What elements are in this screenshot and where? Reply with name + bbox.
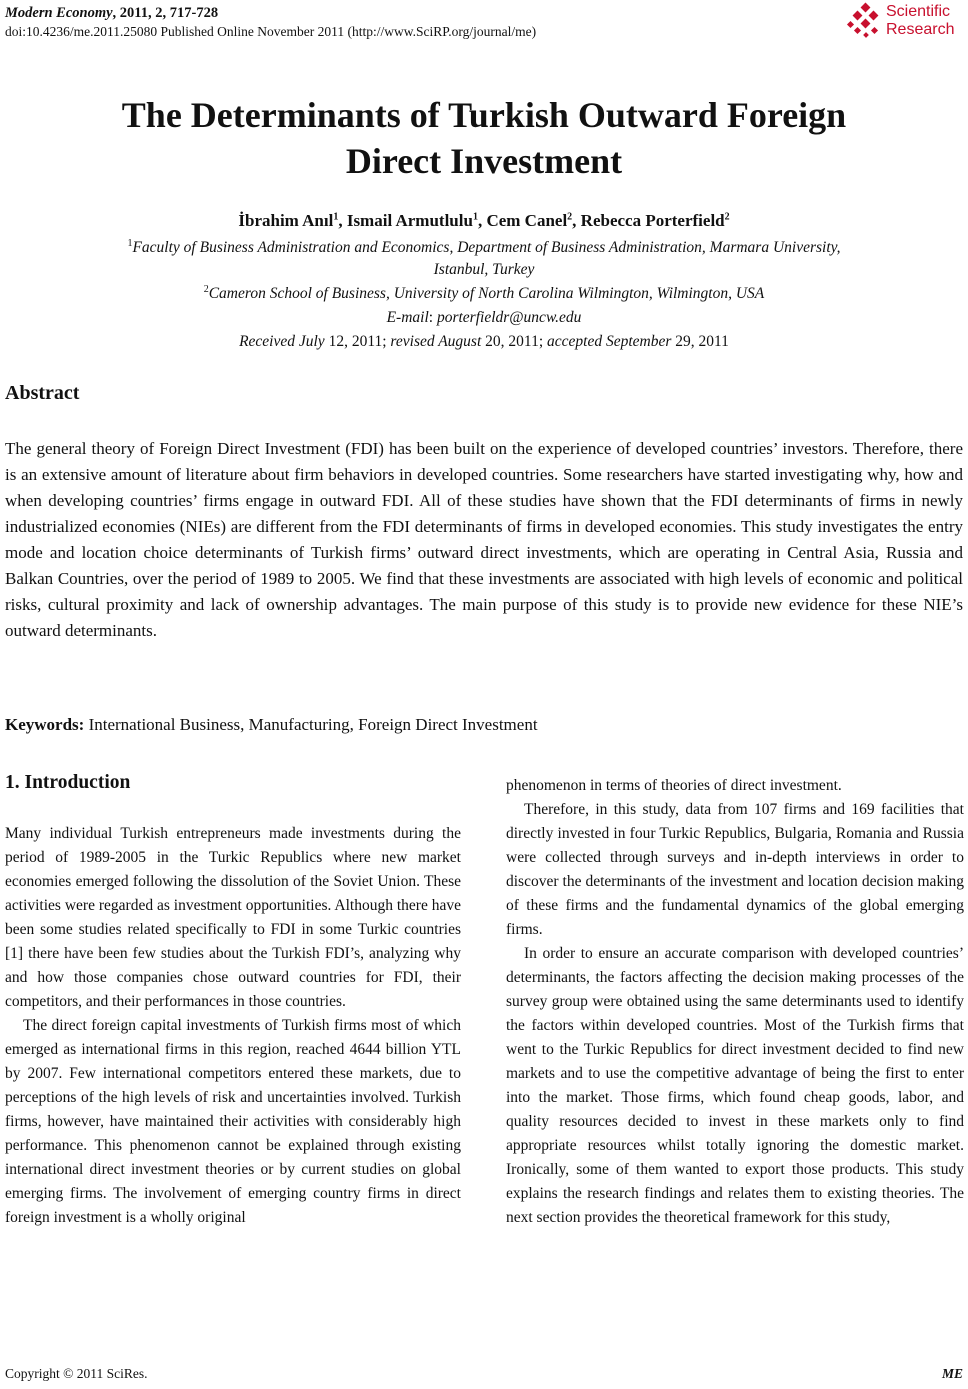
paper-title	[0, 92, 968, 184]
paragraph: The direct foreign capital investments of Turkish firms most of which emerged as international firms in this region, reached 4644 billion YTL by 2007. Few international competitors entered these markets, due to perceptions of the high levels of risk and uncertainties involved. Turkish firms, however, have maintained their activities with considerably high performance. This phenomenon cannot be explained through existing international direct investment theories or by current studies on global emerging firms. The involvement of emerging country firms in direct foreign investment is a wholly original	[5, 1017, 461, 1226]
section-heading-introduction: 1. Introduction	[5, 772, 131, 793]
dates-line: Received July 12, 2011; revised August 20, 2011; accepted September 29, 2011	[239, 333, 729, 350]
keywords-text: International Business, Manufacturing, Foreign Direct Investment	[84, 715, 538, 734]
left-column	[5, 822, 461, 1230]
affiliation-1: $^1$Faculty of Business Administration and Economics, Department of Business Administration, Marmara University,	[127, 237, 841, 256]
journal-volume: , 2011, 2, 717-728	[112, 5, 219, 21]
author: Ismail Armutlulu$^1$,	[346, 211, 487, 230]
author: Cem Canel$^2$,	[486, 211, 581, 230]
right-column	[506, 774, 964, 1230]
journal-name: Modern Economy	[5, 5, 113, 21]
author: Rebecca Porterfield$^2$	[580, 211, 730, 230]
author-list	[0, 210, 968, 232]
journal-abbreviation: ME	[941, 1366, 963, 1381]
affiliation-2: $^2$Cameron School of Business, University of North Carolina Wilmington, Wilmington, USA	[203, 283, 765, 302]
title-line-1: The Determinants of Turkish Outward Foreign	[121, 95, 847, 135]
email-link[interactable]: porterfieldr@uncw.edu	[436, 309, 582, 326]
title-line-2: Direct Investment	[345, 141, 623, 181]
scirp-logo-icon	[846, 2, 884, 42]
affiliation-1-cont: Istanbul, Turkey	[433, 261, 535, 278]
abstract-heading: Abstract	[5, 382, 80, 404]
keywords-label: Keywords:	[5, 715, 85, 734]
paragraph: phenomenon in terms of theories of direct investment.	[506, 777, 842, 794]
journal-citation	[5, 4, 218, 22]
publisher-logo	[846, 2, 966, 44]
keywords	[5, 714, 538, 736]
email-line: E-mail: porterfieldr@uncw.edu	[386, 309, 582, 326]
paragraph: Therefore, in this study, data from 107 firms and 169 facilities that directly invested in four Turkic Republics, Bulgaria, Romania and Russia were collected through surveys and in-depth interviews in order to discover the determinants of the investment and location decision making of these firms and the fundamental dynamics of the global emerging firms.	[506, 801, 964, 938]
paragraph: In order to ensure an accurate comparison with developed countries’ determinants, the factors affecting the decision making processes of the survey group were obtained using the same determinants used to identify the factors within developed countries. Most of the Turkish firms that went to the Turkic Republics for direct investment decided to find new markets and to use the competitive advantage of being the first to enter into the market. Those firms, which found cheap goods, labor, and quality resources decided to invest in these markets only to find appropriate resources whilst totally ignoring the domestic market. Ironically, some of them wanted to export those products. This study explains the research findings and relates them to existing theories. The next section provides the theoretical framework for this study,	[506, 945, 964, 1226]
logo-text: Scientific Research	[886, 3, 955, 38]
author: İbrahim Anıl$^1$,	[238, 211, 347, 230]
copyright: Copyright © 2011 SciRes.	[5, 1366, 148, 1381]
paragraph: Many individual Turkish entrepreneurs made investments during the period of 1989-2005 in the Turkic Republics where new market economies emerged following the dissolution of the Soviet Union. These activities were regarded as investment opportunities. Although there have been some studies related specifically to FDI in some Turkic countries [1] there have been few studies about the Turkish FDI’s, analyzing why and how those companies chose outward countries for FDI, their competitors, and their performances in those countries.	[5, 825, 461, 1010]
doi-line: doi:10.4236/me.2011.25080 Published Online November 2011 (http://www.SciRP.org/journal/me)	[5, 24, 537, 39]
abstract-text: The general theory of Foreign Direct Investment (FDI) has been built on the experience of developed countries’ investors. Therefore, there is an extensive amount of literature about firm behaviors in developed countries. Some researchers have started investigating why, how and when developing countries’ firms engage in outward FDI. All of these studies have shown that the FDI determinants of firms in newly industrialized economies (NIEs) are different from the FDI determinants of firms in developed economies. This study investigates the entry mode and location choice determinants of Turkish firms’ outward direct investments, which are operating in Central Asia, Russia and Balkan Countries, over the period of 1989 to 2005. We find that these investments are associated with high levels of economic and political risks, cultural proximity and lack of ownership advantages. The main purpose of this study is to provide new evidence for these NIE’s outward determinants.	[5, 439, 963, 640]
